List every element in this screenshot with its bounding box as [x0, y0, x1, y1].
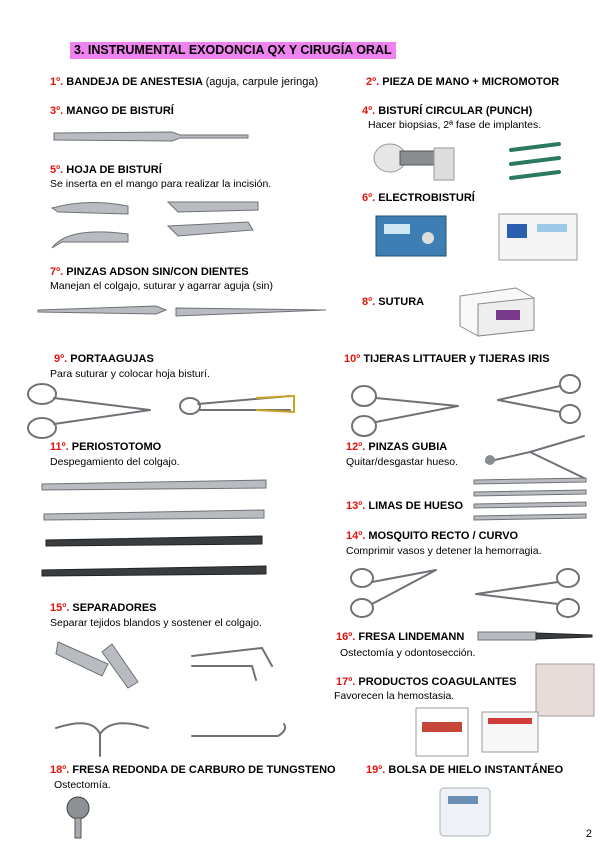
item-7-heading [50, 266, 249, 279]
item-8-heading [362, 296, 424, 309]
item-5-heading [50, 164, 162, 177]
item-14-heading [346, 530, 518, 543]
punch-blades-icon [505, 140, 565, 185]
item-1-number: 1º. [50, 76, 64, 88]
item-3-heading [50, 105, 174, 118]
item-12-number: 12º. [346, 441, 366, 453]
item-2-name: PIEZA DE MANO + MICROMOTOR [382, 76, 560, 88]
mosquito-forceps-icon [346, 562, 590, 628]
item-7-desc: Manejan el colgajo, suturar y agarrar aguja (sin) [50, 280, 273, 292]
item-11-name: PERIOSTOTOMO [71, 441, 162, 453]
item-18-heading [50, 764, 336, 777]
item-1-inline-desc: (aguja, carpule jeringa) [205, 76, 319, 88]
item-15-desc: Separar tejidos blandos y sostener el colgajo. [50, 617, 262, 629]
item-2-heading [366, 76, 559, 89]
item-12-name: PINZAS GUBIA [368, 441, 448, 453]
item-7-number: 7º. [50, 266, 64, 278]
item-10-heading [344, 353, 550, 366]
item-19-name: BOLSA DE HIELO INSTANTÁNEO [388, 764, 564, 776]
periosteotome-icon [36, 474, 276, 584]
item-11-heading [50, 441, 161, 454]
item-10-name: TIJERAS LITTAUER y TIJERAS IRIS [363, 353, 550, 365]
item-18-name: FRESA REDONDA DE CARBURO DE TUNGSTENO [72, 764, 336, 776]
item-1-name: BANDEJA DE ANESTESIA [66, 76, 203, 88]
item-12-heading [346, 441, 447, 454]
item-17-number: 17º. [336, 676, 356, 688]
item-4-name: BISTURÍ CIRCULAR (PUNCH) [378, 105, 533, 117]
lindemann-bur-icon [476, 628, 596, 644]
item-13-name: LIMAS DE HUESO [368, 500, 464, 512]
item-5-desc: Se inserta en el mango para realizar la incisión. [50, 178, 272, 190]
retractors-icon [52, 636, 292, 766]
item-3-number: 3º. [50, 105, 64, 117]
bone-file-icon [470, 474, 590, 520]
item-11-number: 11º. [50, 441, 69, 453]
item-8-name: SUTURA [378, 296, 425, 308]
item-14-name: MOSQUITO RECTO / CURVO [368, 530, 519, 542]
item-6-name: ELECTROBISTURÍ [378, 192, 475, 204]
item-9-name: PORTAAGUJAS [70, 353, 154, 365]
item-13-number: 13º. [346, 500, 366, 512]
scalpel-blade-icon [48, 196, 268, 258]
instant-ice-pack-icon [436, 784, 494, 840]
item-8-number: 8º. [362, 296, 376, 308]
item-18-desc: Ostectomía. [54, 779, 111, 791]
adson-forceps-icon [36, 300, 336, 324]
item-15-heading [50, 602, 157, 615]
item-10-number: 10º [344, 353, 361, 365]
electroscalpel-unit-2-icon [497, 210, 581, 266]
item-17-desc: Favorecen la hemostasia. [334, 690, 455, 702]
needle-holder-icon [20, 380, 300, 440]
item-12-desc: Quitar/desgastar hueso. [346, 456, 459, 468]
item-18-number: 18º. [50, 764, 70, 776]
page-title: 3. INSTRUMENTAL EXODONCIA QX Y CIRUGÍA ORAL [70, 42, 396, 59]
item-16-desc: Ostectomía y odontosección. [340, 647, 476, 659]
item-1-heading [50, 76, 318, 89]
item-5-name: HOJA DE BISTURÍ [66, 164, 162, 176]
item-9-number: 9º. [54, 353, 68, 365]
item-17-name: PRODUCTOS COAGULANTES [358, 676, 517, 688]
item-15-number: 15º. [50, 602, 70, 614]
item-19-heading [366, 764, 563, 777]
page-number: 2 [585, 828, 592, 840]
item-15-name: SEPARADORES [72, 602, 157, 614]
item-4-desc: Hacer biopsias, 2ª fase de implantes. [368, 119, 542, 131]
item-11-desc: Despegamiento del colgajo. [50, 456, 180, 468]
suture-box-icon [456, 284, 538, 338]
electroscalpel-unit-1-icon [372, 210, 462, 266]
item-14-number: 14º. [346, 530, 366, 542]
item-2-number: 2º. [366, 76, 380, 88]
item-6-heading [362, 192, 475, 205]
item-7-name: PINZAS ADSON SIN/CON DIENTES [66, 266, 249, 278]
item-16-name: FRESA LINDEMANN [358, 631, 465, 643]
coagulant-products-icon [414, 662, 598, 762]
item-16-heading [336, 631, 464, 644]
item-3-name: MANGO DE BISTURÍ [66, 105, 174, 117]
item-9-heading [54, 353, 154, 366]
punch-scalpel-icon [372, 136, 462, 186]
scalpel-handle-icon [52, 126, 252, 146]
item-4-number: 4º. [362, 105, 376, 117]
item-13-heading [346, 500, 463, 513]
item-5-number: 5º. [50, 164, 64, 176]
item-9-desc: Para suturar y colocar hoja bisturí. [50, 368, 210, 380]
item-4-heading [362, 105, 532, 118]
item-19-number: 19º. [366, 764, 386, 776]
round-carbide-bur-icon [60, 794, 96, 840]
item-14-desc: Comprimir vasos y detener la hemorragia. [346, 545, 542, 557]
item-16-number: 16º. [336, 631, 356, 643]
item-6-number: 6º. [362, 192, 376, 204]
